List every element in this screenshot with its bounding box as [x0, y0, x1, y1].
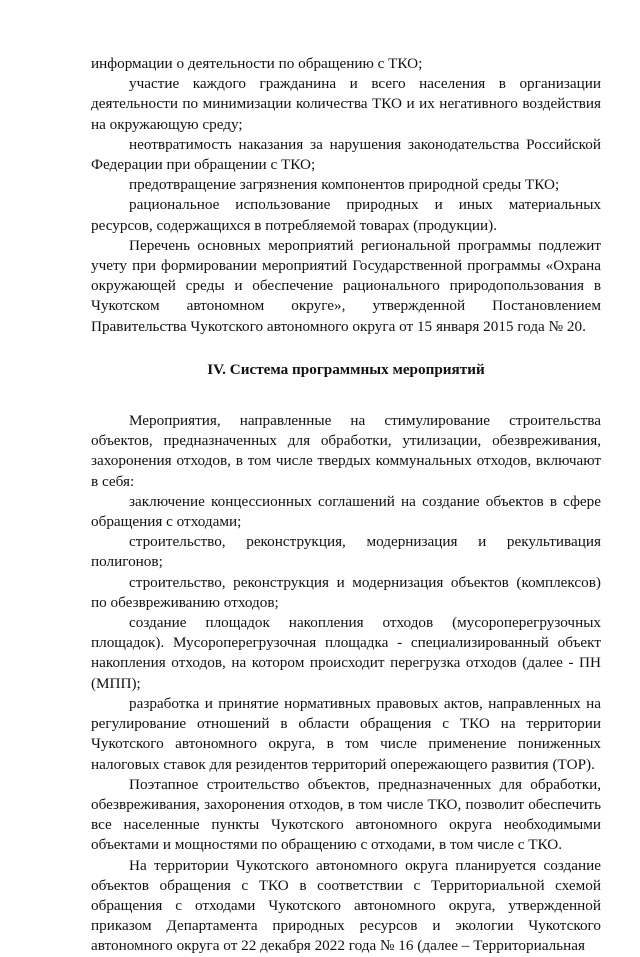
paragraph: Перечень основных мероприятий региональной программы подлежит учету при формировании мероприятий Государственной программы «Охрана окружающей среды и обеспечение рационального природопользования в Чукотском автономном округе», утвержденной Постановлением Правительства Чукотского автономного округа от 15 января 2015 года № 20. — [91, 236, 601, 335]
paragraphs-after-heading — [91, 411, 601, 956]
paragraph: строительство, реконструкция и модернизация объектов (комплексов) по обезвреживанию отходов; — [91, 573, 601, 611]
paragraph: неотвратимость наказания за нарушения законодательства Российской Федерации при обращении с ТКО; — [91, 135, 601, 174]
paragraph: заключение концессионных соглашений на создание объектов в сфере обращения с отходами; — [91, 492, 601, 531]
paragraph: разработка и принятие нормативных правовых актов, направленных на регулирование отношений в области обращения с ТКО на территории Чукотского автономного округа, в том числе применение пониженных налоговых ставок для резидентов территорий опережающего развития (ТОР). — [91, 694, 601, 773]
paragraph: информации о деятельности по обращению с ТКО; — [91, 55, 423, 72]
paragraph: Мероприятия, направленные на стимулирование строительства объектов, предназначенных для обработки, утилизации, обезвреживания, захоронения отходов, в том числе твердых коммунальных отходов, включают в себя: — [91, 412, 601, 490]
paragraph: создание площадок накопления отходов (мусороперегрузочных площадок). Мусороперегрузочная площадка - специализированный объект накопления отходов, на котором происходит перегрузка отходов (далее - ПН (МПП); — [91, 614, 601, 692]
section-heading: IV. Система программных мероприятий — [207, 360, 485, 378]
paragraph: Поэтапное строительство объектов, предназначенных для обработки, обезвреживания, захоронения отходов, в том числе ТКО, позволит обеспечить все населенные пункты Чукотского автономного округа необходимыми объектами и мощностями по обращению с отходами, в том числе с ТКО. — [91, 775, 601, 854]
paragraph: рациональное использование природных и иных материальных ресурсов, содержащихся в потребляемой товарах (продукции). — [91, 196, 601, 234]
paragraph: строительство, реконструкция, модернизация и рекультивация полигонов; — [91, 533, 601, 571]
document-page — [91, 54, 601, 957]
paragraph: предотвращение загрязнения компонентов природной среды ТКО; — [129, 176, 560, 194]
paragraph: На территории Чукотского автономного округа планируется создание объектов обращения с ТКО в соответствии с Территориальной схемой обращения с отходами Чукотского автономного округа, утвержденной приказом Департамента природных ресурсов и экологии Чукотского автономного округа от 22 декабря 2022 года № 16 (далее – Территориальная — [91, 856, 601, 955]
paragraphs-before-heading — [91, 54, 601, 337]
paragraph: участие каждого гражданина и всего населения в организации деятельности по минимизации количества ТКО и их негативного воздействия на окружающую среду; — [91, 75, 601, 133]
